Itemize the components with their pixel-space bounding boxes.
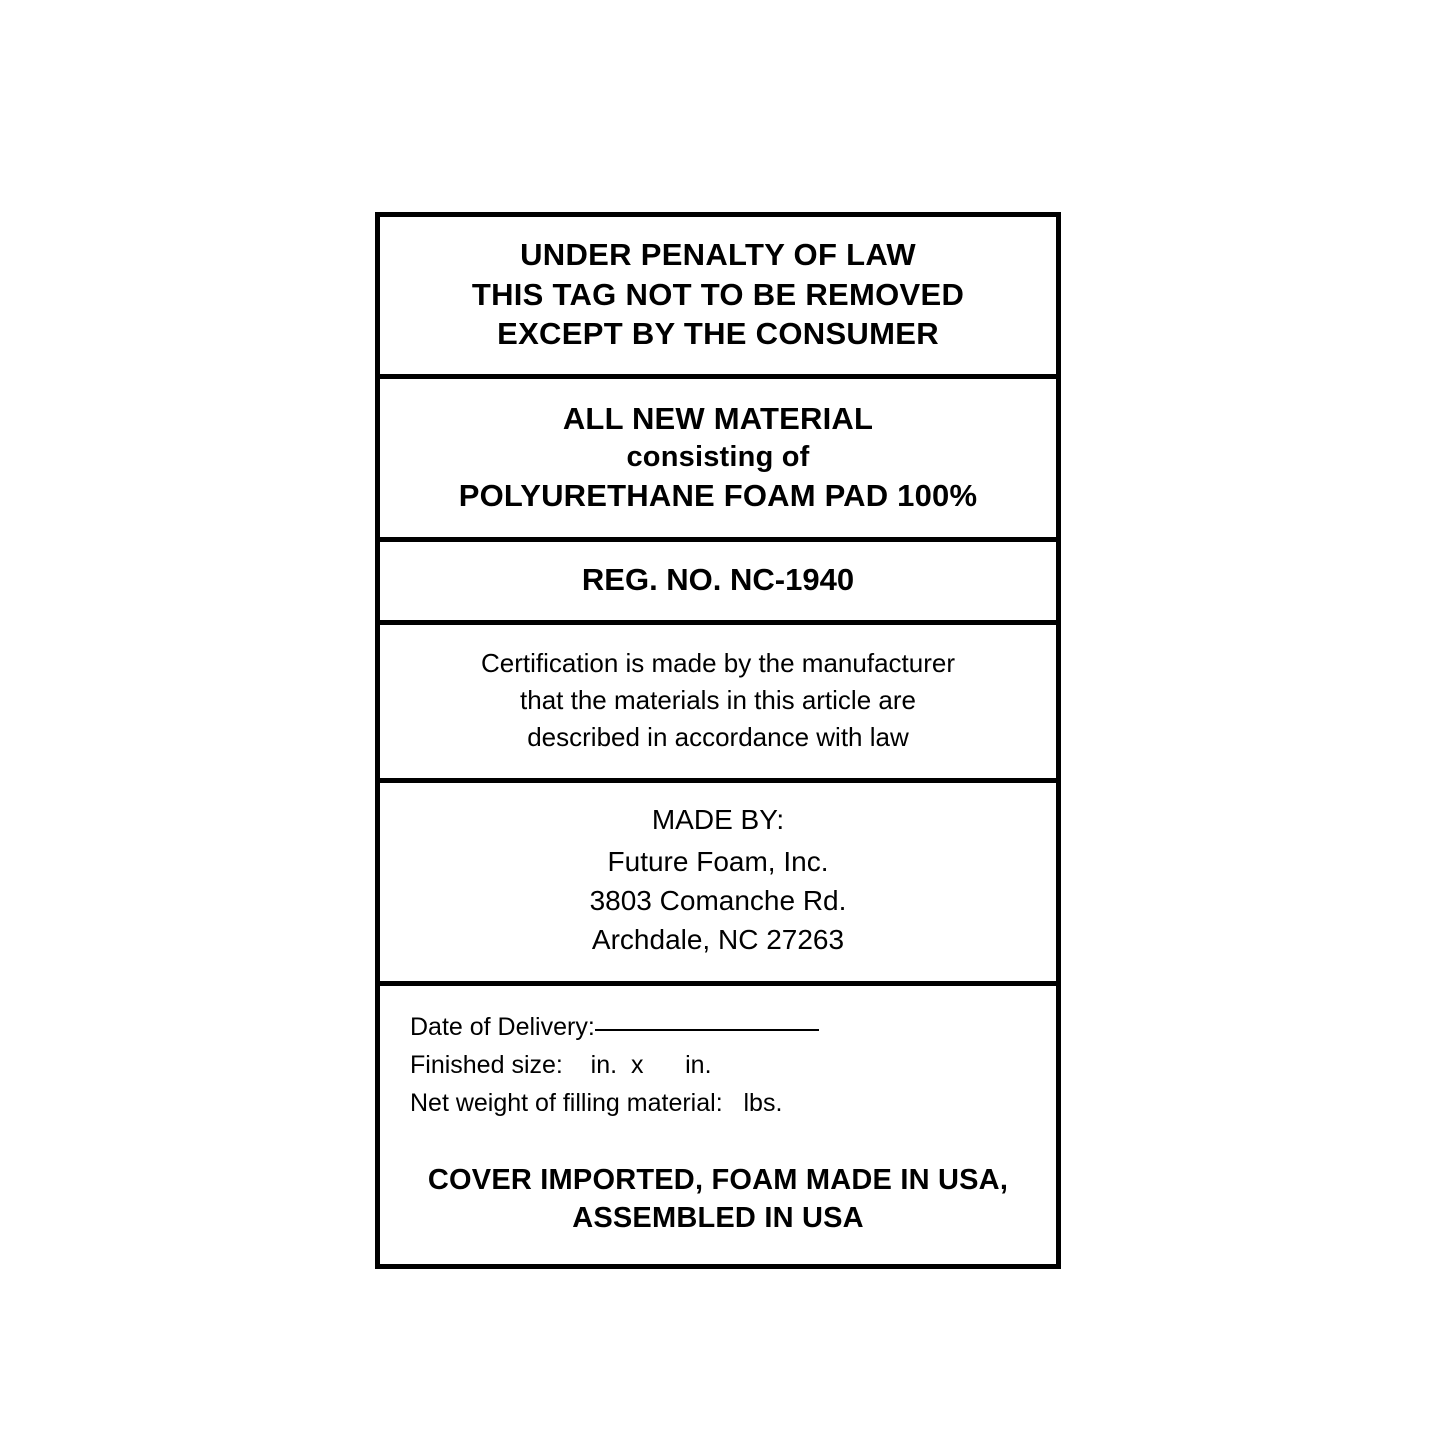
law-tag [375, 212, 1061, 1269]
certification-section [380, 625, 1056, 783]
certification-line-1: Certification is made by the manufacturer [481, 648, 955, 679]
penalty-notice-line-1: UNDER PENALTY OF LAW [520, 237, 916, 272]
material-section [380, 379, 1056, 542]
date-of-delivery-label: Date of Delivery: [410, 1013, 595, 1042]
material-composition: POLYURETHANE FOAM PAD 100% [458, 477, 978, 513]
date-of-delivery-input[interactable] [595, 1029, 819, 1031]
penalty-notice-section [380, 217, 1056, 379]
manufacturer-section [380, 783, 1056, 987]
net-weight-value[interactable]: lbs. [743, 1089, 783, 1118]
fillable-fields [410, 1008, 1026, 1122]
penalty-notice-line-2: THIS TAG NOT TO BE REMOVED [471, 276, 965, 312]
details-section [380, 986, 1056, 1263]
origin-line-2: ASSEMBLED IN USA [572, 1202, 864, 1235]
registration-number: REG. NO. NC-1940 [581, 562, 855, 598]
certification-line-2: that the materials in this article are [520, 685, 916, 716]
manufacturer-city-state-zip: Archdale, NC 27263 [591, 923, 845, 955]
net-weight-label: Net weight of filling material: [410, 1089, 723, 1118]
date-of-delivery-row [410, 1008, 1026, 1046]
penalty-notice-line-3: EXCEPT BY THE CONSUMER [497, 316, 939, 352]
finished-size-row [410, 1046, 1026, 1084]
manufacturer-name: Future Foam, Inc. [607, 846, 829, 878]
origin-line-1: COVER IMPORTED, FOAM MADE IN USA, [427, 1164, 1009, 1197]
manufacturer-street: 3803 Comanche Rd. [589, 885, 847, 917]
certification-line-3: described in accordance with law [527, 721, 909, 752]
registration-section [380, 542, 1056, 625]
material-consisting-of: consisting of [626, 440, 810, 473]
material-heading: ALL NEW MATERIAL [562, 401, 874, 437]
finished-size-value[interactable]: in. x in. [590, 1051, 712, 1080]
finished-size-label: Finished size: [410, 1051, 563, 1080]
origin-statement [410, 1162, 1026, 1237]
manufacturer-heading: MADE BY: [651, 803, 785, 835]
net-weight-row [410, 1084, 1026, 1122]
